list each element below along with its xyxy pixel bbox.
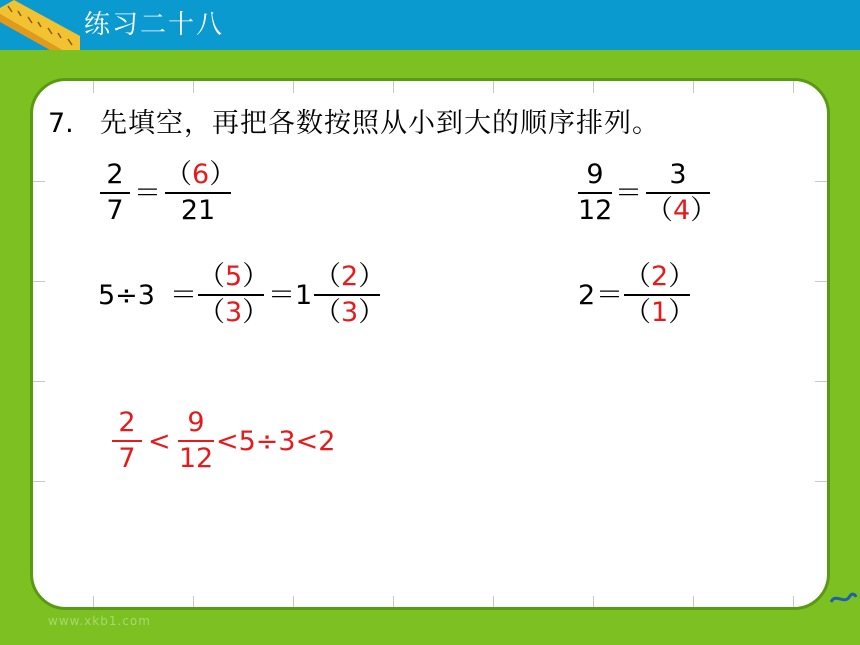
less-than-sign: <: [148, 426, 171, 457]
order-fraction-2-7: 2 7: [112, 408, 142, 476]
order-rest: <5÷3<2: [216, 426, 336, 457]
fraction-2-7: 2 7: [100, 160, 130, 228]
fraction-answer-c1: （5） （3）: [198, 261, 270, 328]
answer-value: 3: [225, 297, 243, 328]
answer-value: 4: [673, 195, 691, 226]
page-title: 练习二十八: [84, 10, 225, 40]
fraction-answer-b: 3 （4）: [646, 159, 718, 226]
equals-sign: ＝: [134, 178, 161, 209]
division-expression: 5÷3: [98, 280, 155, 311]
equals-sign: ＝: [170, 280, 197, 311]
question-number: 7.: [48, 108, 74, 139]
answer-value: 1: [651, 297, 669, 328]
ruler-icon: [0, 0, 80, 50]
question-text: 先填空，再把各数按照从小到大的顺序排列。: [100, 108, 660, 139]
order-fraction-9-12: 9 12: [178, 407, 214, 474]
exercise-card: [30, 78, 830, 610]
whole-number: 2: [578, 280, 596, 311]
answer-value: 6: [192, 159, 210, 190]
fraction-answer-d: （2） （1）: [624, 261, 696, 328]
equals-sign: ＝: [596, 280, 623, 311]
fraction-9-12: 9 12: [578, 159, 613, 226]
answer-value: 2: [651, 261, 669, 292]
answer-value: 5: [225, 261, 243, 292]
header-bar: [0, 0, 860, 50]
watermark: www.xkb1.com: [48, 614, 151, 628]
fraction-answer-c2: （2） （3）: [314, 261, 386, 328]
fraction-answer-a: （6） 21: [165, 159, 237, 226]
answer-value: 2: [341, 261, 359, 292]
equals-sign: ＝: [615, 178, 642, 209]
equals-mixed-whole: ＝1: [268, 280, 313, 311]
answer-value: 3: [341, 297, 359, 328]
swirl-decoration-icon: [828, 588, 858, 608]
